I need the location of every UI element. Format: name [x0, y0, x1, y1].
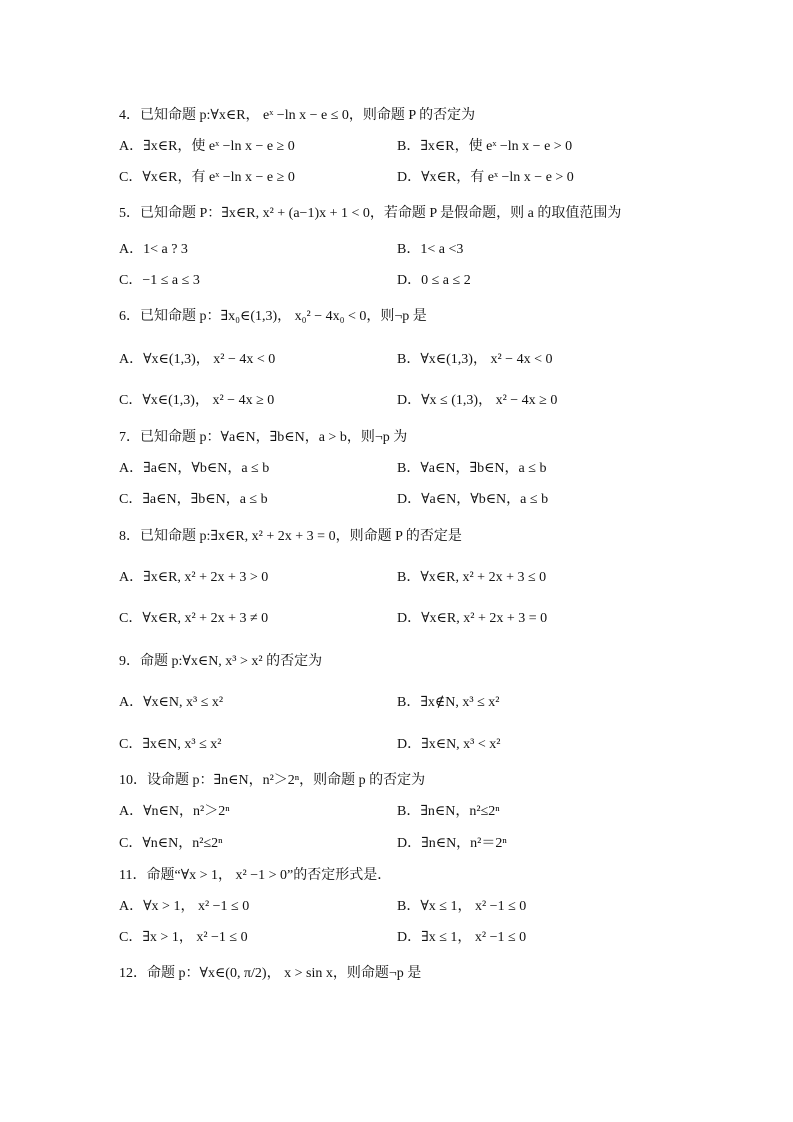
- question-9-option-a: A．∀x∈N, x³ ≤ x²: [119, 695, 224, 710]
- question-9-option-c: C．∃x∈N, x³ ≤ x²: [119, 737, 222, 752]
- question-11-option-b: B．∀x ≤ 1， x² −1 ≤ 0: [397, 899, 527, 914]
- question-6-option-b: B．∀x∈(1,3)， x² − 4x < 0: [397, 352, 553, 367]
- question-4-option-c: C．∀x∈R，有 eˣ −ln x − e ≥ 0: [119, 170, 295, 185]
- question-4-stem: 4．已知命题 p:∀x∈R， eˣ −ln x − e ≤ 0，则命题 P 的否定为: [119, 108, 476, 123]
- question-9-option-b: B．∃x∉N, x³ ≤ x²: [397, 695, 500, 710]
- question-8-option-c: C．∀x∈R, x² + 2x + 3 ≠ 0: [119, 611, 269, 626]
- question-11-option-c: C．∃x > 1， x² −1 ≤ 0: [119, 930, 248, 945]
- question-5-stem: 5．已知命题 P：∃x∈R, x² + (a−1)x + 1 < 0，若命题 P 是假命题，则 a 的取值范围为: [119, 206, 622, 221]
- question-10-option-c: C．∀n∈N，n²≤2ⁿ: [119, 836, 223, 851]
- question-9-option-d: D．∃x∈N, x³ < x²: [397, 737, 501, 752]
- question-10-option-b: B．∃n∈N，n²≤2ⁿ: [397, 804, 500, 819]
- question-7-stem: 7．已知命题 p：∀a∈N，∃b∈N，a > b，则¬p 为: [119, 430, 408, 445]
- question-6-option-a: A．∀x∈(1,3)， x² − 4x < 0: [119, 352, 276, 367]
- question-7-option-d: D．∀a∈N，∀b∈N，a ≤ b: [397, 492, 549, 507]
- question-5-option-b: B．1< a <3: [397, 242, 464, 257]
- question-5-option-c: C．−1 ≤ a ≤ 3: [119, 273, 200, 288]
- question-7-option-a: A．∃a∈N，∀b∈N，a ≤ b: [119, 461, 270, 476]
- question-8-option-d: D．∀x∈R, x² + 2x + 3 = 0: [397, 611, 548, 626]
- question-8-option-a: A．∃x∈R, x² + 2x + 3 > 0: [119, 570, 269, 585]
- question-6-stem: 6．已知命题 p：∃x₀∈(1,3)， x₀² − 4x₀ < 0，则¬p 是: [119, 309, 427, 324]
- question-5-option-d: D．0 ≤ a ≤ 2: [397, 273, 471, 288]
- question-4-option-b: B．∃x∈R，使 eˣ −ln x − e > 0: [397, 139, 573, 154]
- question-11-stem: 11．命题“∀x > 1， x² −1 > 0”的否定形式是．: [119, 868, 392, 883]
- question-10-option-d: D．∃n∈N，n²＝2ⁿ: [397, 836, 507, 851]
- question-10-stem: 10．设命题 p：∃n∈N，n²＞2ⁿ，则命题 p 的否定为: [119, 773, 426, 788]
- question-12-stem: 12．命题 p：∀x∈(0, π/2)， x > sin x，则命题¬p 是: [119, 966, 422, 981]
- question-7-option-c: C．∃a∈N，∃b∈N，a ≤ b: [119, 492, 268, 507]
- question-9-stem: 9．命题 p:∀x∈N, x³ > x² 的否定为: [119, 654, 323, 669]
- question-11-option-d: D．∃x ≤ 1， x² −1 ≤ 0: [397, 930, 527, 945]
- question-10-option-a: A．∀n∈N，n²＞2ⁿ: [119, 804, 230, 819]
- question-11-option-a: A．∀x > 1， x² −1 ≤ 0: [119, 899, 250, 914]
- question-5-option-a: A．1< a ? 3: [119, 242, 188, 257]
- question-6-option-d: D．∀x ≤ (1,3)， x² − 4x ≥ 0: [397, 393, 558, 408]
- question-7-option-b: B．∀a∈N，∃b∈N，a ≤ b: [397, 461, 547, 476]
- question-8-stem: 8．已知命题 p:∃x∈R, x² + 2x + 3 = 0，则命题 P 的否定是: [119, 529, 462, 544]
- question-8-option-b: B．∀x∈R, x² + 2x + 3 ≤ 0: [397, 570, 547, 585]
- question-6-option-c: C．∀x∈(1,3)， x² − 4x ≥ 0: [119, 393, 275, 408]
- question-4-option-d: D．∀x∈R，有 eˣ −ln x − e > 0: [397, 170, 574, 185]
- question-4-option-a: A．∃x∈R，使 eˣ −ln x − e ≥ 0: [119, 139, 295, 154]
